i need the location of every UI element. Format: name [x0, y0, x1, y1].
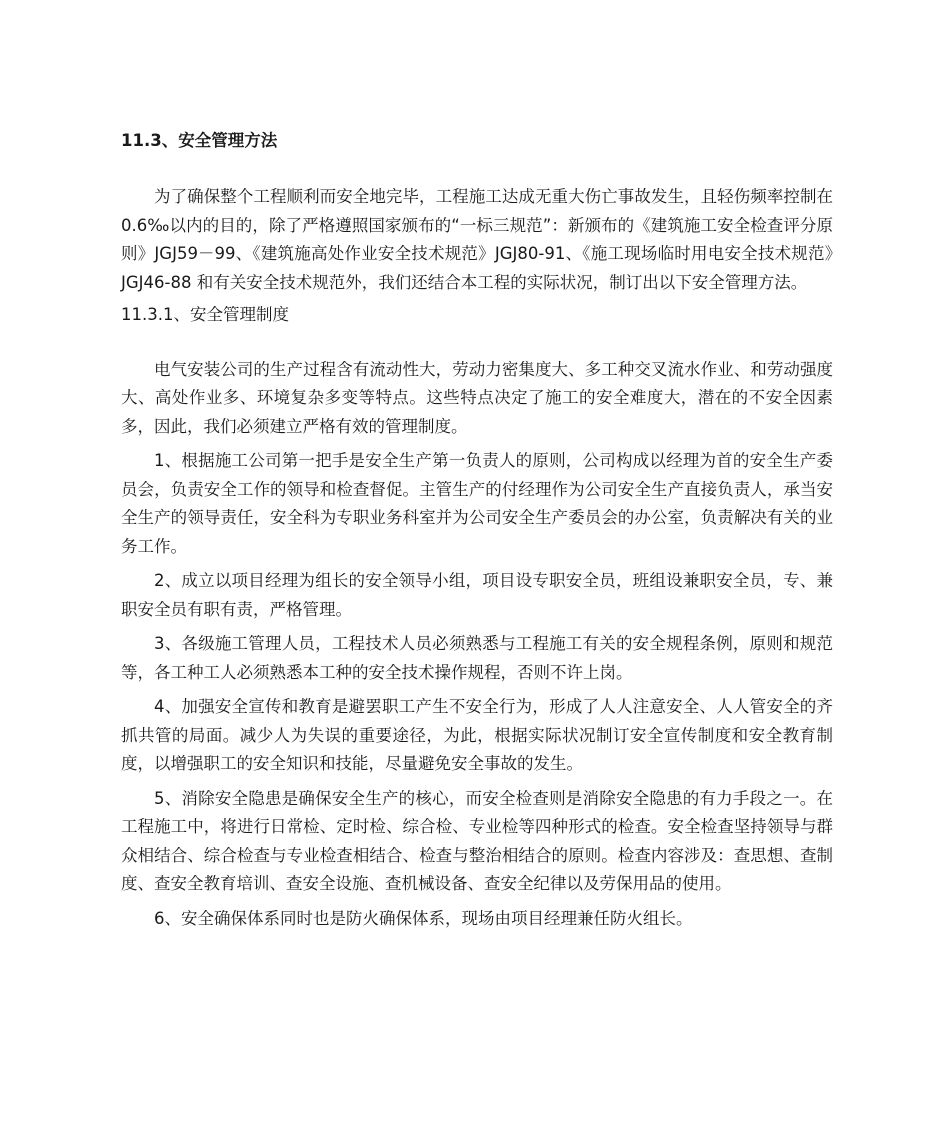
subsection-title: 11.3.1、安全管理制度	[121, 305, 289, 324]
list-item: 5、消除安全隐患是确保安全生产的核心，而安全检查则是消除安全隐患的有力手段之一。在工程施工中，将进行日常检、定时检、综合检、专业检等四种形式的检查。安全检查坚持领导与群众相结合、综合检查与专业检查相结合、检查与整治相结合的原则。检查内容涉及：查思想、查制度、查安全教育培训、查安全设施、查机械设备、查安全纪律以及劳保用品的使用。	[121, 788, 833, 893]
intro-paragraph: 为了确保整个工程顺利而安全地完毕，工程施工达成无重大伤亡事故发生，且轻伤频率控制在 0.6‰以内的目的，除了严格遵照国家颁布的“一标三规范”：新颁布的《建筑施工安全检查评分原则》JGJ59－99、《建筑施高处作业安全技术规范》JGJ80-91、《施工现场临时用电安全技术规范》JGJ46-88 和有关安全技术规范外，我们还结合本工程的实际状况，制订出以下安全管理方法。	[121, 187, 833, 292]
list-item: 6、安全确保体系同时也是防火确保体系，现场由项目经理兼任防火组长。	[154, 908, 693, 928]
list-item: 2、成立以项目经理为组长的安全领导小组，项目设专职安全员，班组设兼职安全员，专、兼职安全员有职有责，严格管理。	[121, 571, 833, 619]
list-item: 4、加强安全宣传和教育是避罢职工产生不安全行为，形成了人人注意安全、人人管安全的齐抓共管的局面。减少人为失误的重要途径，为此，根据实际状况制订安全宣传制度和安全教育制度，以增强职工的安全知识和技能，尽量避免安全事故的发生。	[121, 697, 833, 773]
list-item: 3、各级施工管理人员，工程技术人员必须熟悉与工程施工有关的安全规程条例，原则和规范等，各工种工人必须熟悉本工种的安全技术操作规程，否则不许上岗。	[121, 634, 833, 682]
list-item: 1、根据施工公司第一把手是安全生产第一负责人的原则，公司构成以经理为首的安全生产委员会，负责安全工作的领导和检查督促。主管生产的付经理作为公司安全生产直接负责人，承当安全生产的领导责任，安全科为专职业务科室并为公司安全生产委员会的办公室，负责解决有关的业务工作。	[121, 451, 833, 556]
description-paragraph: 电气安装公司的生产过程含有流动性大，劳动力密集度大、多工种交叉流水作业、和劳动强度大、高处作业多、环境复杂多变等特点。这些特点决定了施工的安全难度大，潜在的不安全因素多，因此，我们必须建立严格有效的管理制度。	[121, 359, 833, 436]
document-body	[121, 128, 833, 933]
section-title: 11.3、安全管理方法	[121, 131, 278, 150]
